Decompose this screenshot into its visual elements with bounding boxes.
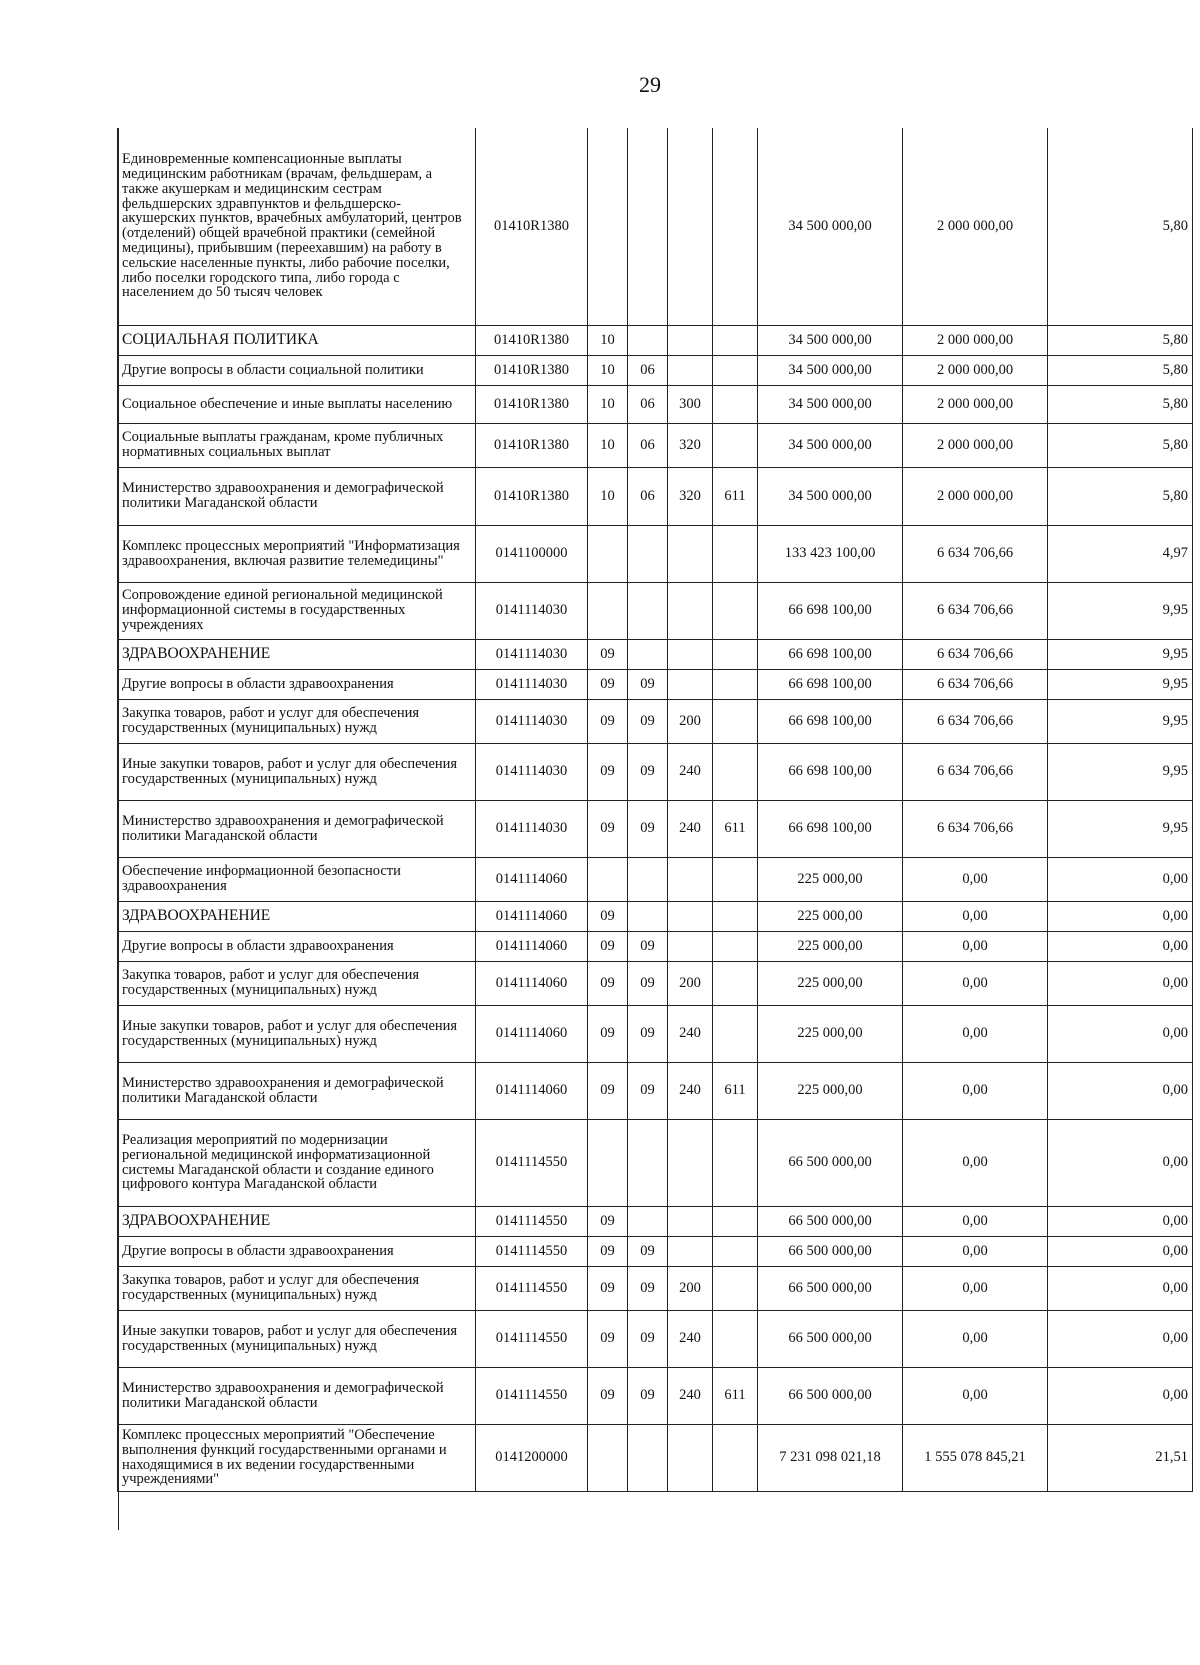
- row-grbs: 611: [713, 1062, 758, 1119]
- row-section: 09: [588, 1266, 628, 1310]
- row-section: 09: [588, 1310, 628, 1367]
- table-row: [118, 525, 1193, 582]
- row-section: [588, 525, 628, 582]
- row-grbs: [713, 582, 758, 639]
- row-name: Другие вопросы в области социальной политики: [118, 355, 476, 385]
- row-target-code: 0141114030: [476, 800, 588, 857]
- row-expense-type: [668, 355, 713, 385]
- budget-execution-table: [117, 128, 1193, 1492]
- row-expense-type: [668, 525, 713, 582]
- row-percent: 5,80: [1048, 325, 1193, 355]
- table-row: [118, 1266, 1193, 1310]
- row-target-code: 01410R1380: [476, 355, 588, 385]
- row-plan-amount: 66 698 100,00: [758, 800, 903, 857]
- row-subsection: 09: [628, 800, 668, 857]
- row-executed-amount: 6 634 706,66: [903, 800, 1048, 857]
- row-executed-amount: 6 634 706,66: [903, 743, 1048, 800]
- row-target-code: 0141114030: [476, 743, 588, 800]
- row-target-code: 0141114030: [476, 699, 588, 743]
- table-row: [118, 1005, 1193, 1062]
- row-executed-amount: 2 000 000,00: [903, 128, 1048, 325]
- row-subsection: [628, 128, 668, 325]
- row-plan-amount: 34 500 000,00: [758, 385, 903, 423]
- row-expense-type: 200: [668, 699, 713, 743]
- row-name: ЗДРАВООХРАНЕНИЕ: [118, 1206, 476, 1236]
- row-executed-amount: 2 000 000,00: [903, 385, 1048, 423]
- row-name: Иные закупки товаров, работ и услуг для обеспечения государственных (муниципальных) нужд: [118, 1310, 476, 1367]
- row-target-code: 01410R1380: [476, 423, 588, 467]
- row-section: [588, 128, 628, 325]
- row-executed-amount: 0,00: [903, 1236, 1048, 1266]
- page-number: 29: [639, 72, 661, 97]
- row-name: Министерство здравоохранения и демографической политики Магаданской области: [118, 467, 476, 525]
- row-plan-amount: 225 000,00: [758, 931, 903, 961]
- row-plan-amount: 66 698 100,00: [758, 639, 903, 669]
- row-grbs: 611: [713, 467, 758, 525]
- row-executed-amount: 6 634 706,66: [903, 582, 1048, 639]
- row-subsection: [628, 525, 668, 582]
- row-subsection: [628, 901, 668, 931]
- table-row: [118, 931, 1193, 961]
- row-target-code: 0141114030: [476, 582, 588, 639]
- row-percent: 5,80: [1048, 467, 1193, 525]
- row-percent: 9,95: [1048, 699, 1193, 743]
- row-section: 10: [588, 325, 628, 355]
- table-row: [118, 699, 1193, 743]
- row-name: Социальное обеспечение и иные выплаты населению: [118, 385, 476, 423]
- table-row: [118, 669, 1193, 699]
- row-executed-amount: 6 634 706,66: [903, 699, 1048, 743]
- table-row: [118, 639, 1193, 669]
- row-target-code: 0141114060: [476, 961, 588, 1005]
- row-percent: 0,00: [1048, 961, 1193, 1005]
- row-grbs: [713, 669, 758, 699]
- row-plan-amount: 66 500 000,00: [758, 1266, 903, 1310]
- row-name: Министерство здравоохранения и демографической политики Магаданской области: [118, 1367, 476, 1424]
- row-target-code: 0141114550: [476, 1119, 588, 1206]
- row-percent: 0,00: [1048, 1236, 1193, 1266]
- row-subsection: [628, 582, 668, 639]
- row-plan-amount: 66 698 100,00: [758, 743, 903, 800]
- row-expense-type: [668, 325, 713, 355]
- row-executed-amount: 6 634 706,66: [903, 669, 1048, 699]
- row-section: [588, 582, 628, 639]
- row-expense-type: 320: [668, 467, 713, 525]
- row-subsection: [628, 1424, 668, 1491]
- row-executed-amount: 0,00: [903, 1119, 1048, 1206]
- row-plan-amount: 34 500 000,00: [758, 128, 903, 325]
- row-target-code: 01410R1380: [476, 325, 588, 355]
- row-name: Закупка товаров, работ и услуг для обеспечения государственных (муниципальных) нужд: [118, 699, 476, 743]
- table-row: [118, 467, 1193, 525]
- table-row: [118, 901, 1193, 931]
- row-name: Иные закупки товаров, работ и услуг для обеспечения государственных (муниципальных) нужд: [118, 743, 476, 800]
- table-row: [118, 1062, 1193, 1119]
- row-subsection: 09: [628, 743, 668, 800]
- row-executed-amount: 0,00: [903, 1005, 1048, 1062]
- row-name: Другие вопросы в области здравоохранения: [118, 931, 476, 961]
- row-target-code: 0141114550: [476, 1206, 588, 1236]
- row-section: 09: [588, 1062, 628, 1119]
- row-percent: 5,80: [1048, 128, 1193, 325]
- row-section: 10: [588, 467, 628, 525]
- row-plan-amount: 133 423 100,00: [758, 525, 903, 582]
- row-section: [588, 1119, 628, 1206]
- row-section: 09: [588, 1236, 628, 1266]
- row-grbs: 611: [713, 1367, 758, 1424]
- row-expense-type: 240: [668, 1367, 713, 1424]
- row-target-code: 0141114060: [476, 901, 588, 931]
- row-executed-amount: 0,00: [903, 857, 1048, 901]
- row-plan-amount: 225 000,00: [758, 1005, 903, 1062]
- row-grbs: [713, 423, 758, 467]
- row-executed-amount: 2 000 000,00: [903, 423, 1048, 467]
- row-percent: 5,80: [1048, 355, 1193, 385]
- row-executed-amount: 2 000 000,00: [903, 325, 1048, 355]
- row-grbs: [713, 385, 758, 423]
- row-target-code: 0141114060: [476, 1005, 588, 1062]
- row-plan-amount: 34 500 000,00: [758, 325, 903, 355]
- row-section: 10: [588, 355, 628, 385]
- row-subsection: [628, 857, 668, 901]
- row-grbs: [713, 1206, 758, 1236]
- table-body: [118, 128, 1193, 1491]
- row-executed-amount: 0,00: [903, 1310, 1048, 1367]
- row-plan-amount: 7 231 098 021,18: [758, 1424, 903, 1491]
- row-executed-amount: 0,00: [903, 931, 1048, 961]
- row-grbs: [713, 355, 758, 385]
- row-executed-amount: 1 555 078 845,21: [903, 1424, 1048, 1491]
- row-name: Закупка товаров, работ и услуг для обеспечения государственных (муниципальных) нужд: [118, 961, 476, 1005]
- row-section: 10: [588, 423, 628, 467]
- row-percent: 0,00: [1048, 1206, 1193, 1236]
- row-percent: 0,00: [1048, 1367, 1193, 1424]
- row-target-code: 0141114060: [476, 1062, 588, 1119]
- row-section: 09: [588, 1367, 628, 1424]
- table-row: [118, 857, 1193, 901]
- row-section: 09: [588, 743, 628, 800]
- row-section: 09: [588, 1005, 628, 1062]
- row-section: [588, 1424, 628, 1491]
- row-plan-amount: 66 698 100,00: [758, 582, 903, 639]
- row-plan-amount: 225 000,00: [758, 901, 903, 931]
- row-target-code: 0141114030: [476, 639, 588, 669]
- table-row: [118, 385, 1193, 423]
- row-target-code: 0141114550: [476, 1266, 588, 1310]
- row-expense-type: 240: [668, 1310, 713, 1367]
- row-grbs: [713, 1236, 758, 1266]
- row-grbs: [713, 525, 758, 582]
- row-section: 09: [588, 961, 628, 1005]
- row-executed-amount: 0,00: [903, 1062, 1048, 1119]
- row-section: 10: [588, 385, 628, 423]
- row-percent: 9,95: [1048, 800, 1193, 857]
- row-expense-type: [668, 1424, 713, 1491]
- row-section: 09: [588, 699, 628, 743]
- row-name: Единовременные компенсационные выплаты медицинским работникам (врачам, фельдшерам, а также акушеркам и медицинским сестрам фельдшерских здравпунктов и фельдшерско-акушерских пунктов, врачебных амбулаторий, центров (отделений) общей врачебной практики (семейной медицины), прибывшим (переехавшим) на работу в сельские населенные пункты, либо рабочие поселки, либо поселки городского типа, либо города с населением до 50 тысяч человек: [118, 128, 476, 325]
- row-plan-amount: 66 500 000,00: [758, 1236, 903, 1266]
- row-grbs: [713, 961, 758, 1005]
- row-executed-amount: 6 634 706,66: [903, 639, 1048, 669]
- row-name: Другие вопросы в области здравоохранения: [118, 669, 476, 699]
- row-subsection: 06: [628, 385, 668, 423]
- row-plan-amount: 34 500 000,00: [758, 467, 903, 525]
- row-expense-type: [668, 857, 713, 901]
- row-target-code: 01410R1380: [476, 385, 588, 423]
- row-subsection: [628, 639, 668, 669]
- row-expense-type: 200: [668, 961, 713, 1005]
- row-grbs: [713, 1310, 758, 1367]
- row-subsection: 09: [628, 931, 668, 961]
- row-grbs: [713, 1119, 758, 1206]
- row-plan-amount: 66 500 000,00: [758, 1310, 903, 1367]
- row-executed-amount: 0,00: [903, 961, 1048, 1005]
- table-row: [118, 1206, 1193, 1236]
- table-row: [118, 743, 1193, 800]
- row-percent: 9,95: [1048, 743, 1193, 800]
- row-name: Комплекс процессных мероприятий "Обеспечение выполнения функций государственными органами и находящимися в их ведении государственными учреждениями": [118, 1424, 476, 1491]
- row-plan-amount: 66 500 000,00: [758, 1119, 903, 1206]
- table-row: [118, 1310, 1193, 1367]
- row-percent: 9,95: [1048, 639, 1193, 669]
- row-name: Обеспечение информационной безопасности здравоохранения: [118, 857, 476, 901]
- row-name: ЗДРАВООХРАНЕНИЕ: [118, 639, 476, 669]
- row-percent: 0,00: [1048, 1310, 1193, 1367]
- row-target-code: 01410R1380: [476, 467, 588, 525]
- row-section: 09: [588, 901, 628, 931]
- row-section: 09: [588, 1206, 628, 1236]
- row-subsection: 09: [628, 1236, 668, 1266]
- row-section: 09: [588, 669, 628, 699]
- row-plan-amount: 66 500 000,00: [758, 1206, 903, 1236]
- row-name: Министерство здравоохранения и демографической политики Магаданской области: [118, 800, 476, 857]
- row-target-code: 0141114550: [476, 1236, 588, 1266]
- row-subsection: 09: [628, 699, 668, 743]
- row-name: Комплекс процессных мероприятий "Информатизация здравоохранения, включая развитие телемедицины": [118, 525, 476, 582]
- row-subsection: 06: [628, 467, 668, 525]
- row-subsection: 09: [628, 1367, 668, 1424]
- row-expense-type: [668, 1119, 713, 1206]
- row-name: Социальные выплаты гражданам, кроме публичных нормативных социальных выплат: [118, 423, 476, 467]
- row-subsection: [628, 325, 668, 355]
- row-grbs: [713, 325, 758, 355]
- row-plan-amount: 225 000,00: [758, 857, 903, 901]
- row-target-code: 0141114550: [476, 1310, 588, 1367]
- row-section: 09: [588, 800, 628, 857]
- row-subsection: 06: [628, 423, 668, 467]
- row-grbs: 611: [713, 800, 758, 857]
- row-expense-type: 240: [668, 743, 713, 800]
- row-percent: 0,00: [1048, 1119, 1193, 1206]
- row-grbs: [713, 743, 758, 800]
- row-executed-amount: 2 000 000,00: [903, 355, 1048, 385]
- row-target-code: 0141114550: [476, 1367, 588, 1424]
- row-expense-type: [668, 901, 713, 931]
- table-row: [118, 1236, 1193, 1266]
- row-target-code: 01410R1380: [476, 128, 588, 325]
- row-subsection: 09: [628, 961, 668, 1005]
- row-expense-type: 240: [668, 1005, 713, 1062]
- row-percent: 5,80: [1048, 385, 1193, 423]
- row-percent: 0,00: [1048, 1005, 1193, 1062]
- table-row: [118, 1119, 1193, 1206]
- table-row: [118, 800, 1193, 857]
- row-executed-amount: 0,00: [903, 1206, 1048, 1236]
- row-plan-amount: 66 698 100,00: [758, 699, 903, 743]
- row-percent: 9,95: [1048, 582, 1193, 639]
- row-name: Сопровождение единой региональной медицинской информационной системы в государственных учреждениях: [118, 582, 476, 639]
- row-grbs: [713, 1005, 758, 1062]
- row-expense-type: 240: [668, 1062, 713, 1119]
- row-executed-amount: 0,00: [903, 1266, 1048, 1310]
- row-percent: 0,00: [1048, 1062, 1193, 1119]
- table-row: [118, 355, 1193, 385]
- row-grbs: [713, 931, 758, 961]
- row-subsection: [628, 1119, 668, 1206]
- row-grbs: [713, 857, 758, 901]
- table-row: [118, 423, 1193, 467]
- row-expense-type: [668, 1206, 713, 1236]
- row-target-code: 0141114030: [476, 669, 588, 699]
- row-target-code: 0141114060: [476, 931, 588, 961]
- row-percent: 21,51: [1048, 1424, 1193, 1491]
- row-name: Другие вопросы в области здравоохранения: [118, 1236, 476, 1266]
- row-subsection: 09: [628, 1062, 668, 1119]
- row-subsection: 09: [628, 1310, 668, 1367]
- row-executed-amount: 6 634 706,66: [903, 525, 1048, 582]
- row-expense-type: 200: [668, 1266, 713, 1310]
- row-expense-type: [668, 128, 713, 325]
- row-subsection: [628, 1206, 668, 1236]
- row-section: [588, 857, 628, 901]
- row-expense-type: 300: [668, 385, 713, 423]
- row-name: Закупка товаров, работ и услуг для обеспечения государственных (муниципальных) нужд: [118, 1266, 476, 1310]
- row-plan-amount: 66 500 000,00: [758, 1367, 903, 1424]
- row-executed-amount: 0,00: [903, 901, 1048, 931]
- row-name: ЗДРАВООХРАНЕНИЕ: [118, 901, 476, 931]
- row-name: СОЦИАЛЬНАЯ ПОЛИТИКА: [118, 325, 476, 355]
- row-percent: 0,00: [1048, 1266, 1193, 1310]
- row-grbs: [713, 1266, 758, 1310]
- table-row: [118, 1367, 1193, 1424]
- table-row: [118, 961, 1193, 1005]
- row-executed-amount: 2 000 000,00: [903, 467, 1048, 525]
- row-subsection: 09: [628, 1005, 668, 1062]
- row-expense-type: [668, 1236, 713, 1266]
- row-subsection: 09: [628, 1266, 668, 1310]
- row-section: 09: [588, 639, 628, 669]
- row-name: Реализация мероприятий по модернизации региональной медицинской информатизационной системы Магаданской области и создание единого цифрового контура Магаданской области: [118, 1119, 476, 1206]
- row-target-code: 0141200000: [476, 1424, 588, 1491]
- row-expense-type: [668, 931, 713, 961]
- row-percent: 4,97: [1048, 525, 1193, 582]
- row-grbs: [713, 901, 758, 931]
- row-percent: 5,80: [1048, 423, 1193, 467]
- row-expense-type: [668, 639, 713, 669]
- row-name: Иные закупки товаров, работ и услуг для обеспечения государственных (муниципальных) нужд: [118, 1005, 476, 1062]
- row-expense-type: 320: [668, 423, 713, 467]
- row-target-code: 0141114060: [476, 857, 588, 901]
- row-subsection: 09: [628, 669, 668, 699]
- row-percent: 0,00: [1048, 901, 1193, 931]
- row-percent: 9,95: [1048, 669, 1193, 699]
- row-grbs: [713, 699, 758, 743]
- row-percent: 0,00: [1048, 857, 1193, 901]
- row-plan-amount: 225 000,00: [758, 961, 903, 1005]
- row-name: Министерство здравоохранения и демографической политики Магаданской области: [118, 1062, 476, 1119]
- row-percent: 0,00: [1048, 931, 1193, 961]
- row-subsection: 06: [628, 355, 668, 385]
- row-expense-type: [668, 582, 713, 639]
- row-grbs: [713, 639, 758, 669]
- table-row: [118, 128, 1193, 325]
- table-row: [118, 582, 1193, 639]
- row-executed-amount: 0,00: [903, 1367, 1048, 1424]
- row-expense-type: [668, 669, 713, 699]
- row-grbs: [713, 128, 758, 325]
- table-row: [118, 325, 1193, 355]
- row-section: 09: [588, 931, 628, 961]
- row-plan-amount: 34 500 000,00: [758, 355, 903, 385]
- row-grbs: [713, 1424, 758, 1491]
- row-plan-amount: 225 000,00: [758, 1062, 903, 1119]
- row-target-code: 0141100000: [476, 525, 588, 582]
- row-expense-type: 240: [668, 800, 713, 857]
- row-plan-amount: 34 500 000,00: [758, 423, 903, 467]
- table-row: [118, 1424, 1193, 1491]
- row-plan-amount: 66 698 100,00: [758, 669, 903, 699]
